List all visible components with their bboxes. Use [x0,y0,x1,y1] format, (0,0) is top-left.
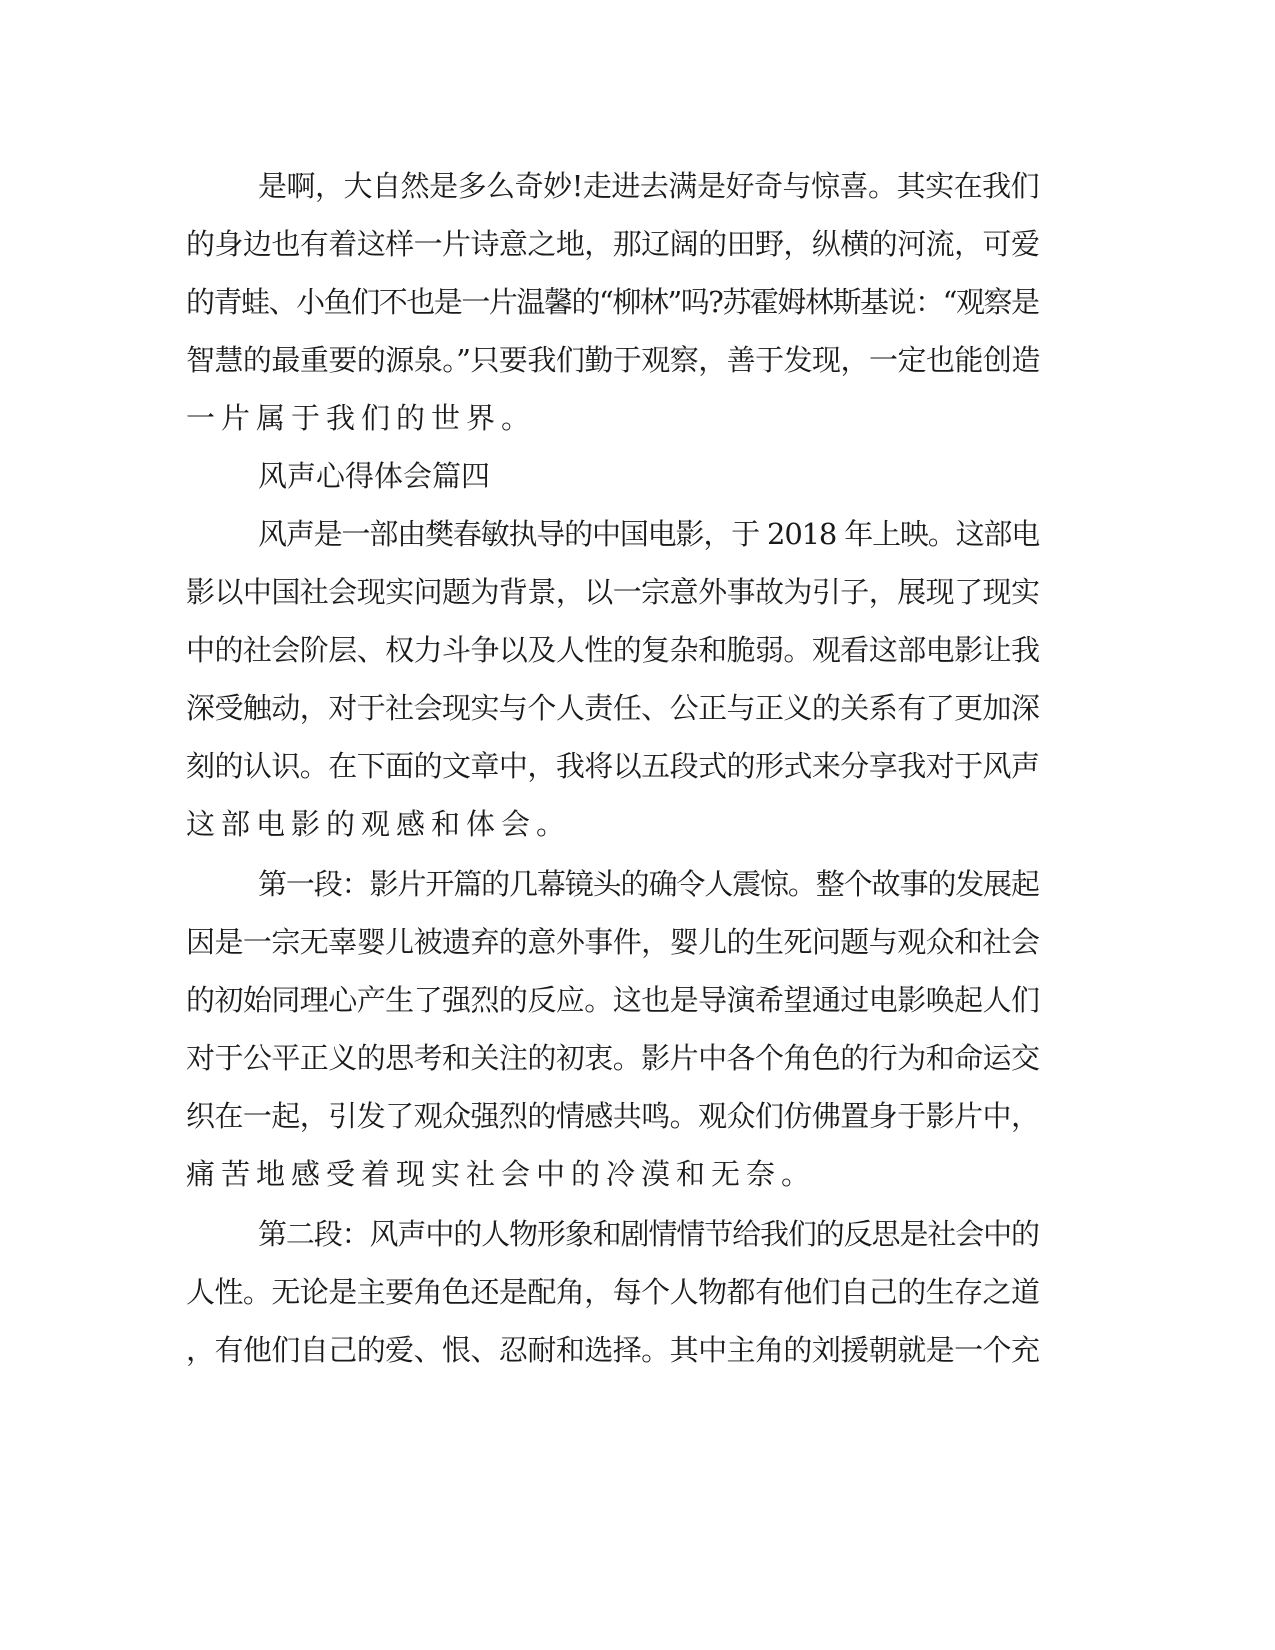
text-line: 织在一起，引发了观众强烈的情感共鸣。观众们仿佛置身于影片中， [186,1099,1040,1133]
text-line: 对于公平正义的思考和关注的初衷。影片中各个角色的行为和命运交 [186,1041,1040,1075]
text-line: 因是一宗无辜婴儿被遗弃的意外事件，婴儿的生死问题与观众和社会 [186,925,1040,959]
text-line: ，有他们自己的爱、恨、忍耐和选择。其中主角的刘援朝就是一个充 [186,1333,1040,1367]
text-line: 中的社会阶层、权力斗争以及人性的复杂和脆弱。观看这部电影让我 [186,633,1040,667]
text-line: 的青蛙、小鱼们不也是一片温馨的“柳林”吗?苏霍姆林斯基说：“观察是 [186,285,1039,319]
text-line: 影以中国社会现实问题为背景，以一宗意外事故为引子，展现了现实 [186,575,1040,609]
text-line: 智慧的最重要的源泉。”只要我们勤于观察，善于发现，一定也能创造 [186,343,1040,377]
text-line: 风声是一部由樊春敏执导的中国电影，于 2018 年上映。这部电 [258,517,1040,551]
text-line: 人性。无论是主要角色还是配角，每个人物都有他们自己的生存之道 [186,1275,1040,1309]
section-heading: 风声心得体会篇四 [258,459,491,493]
text-line: 的身边也有着这样一片诗意之地，那辽阔的田野，纵横的河流，可爱 [186,227,1040,261]
text-line: 的初始同理心产生了强烈的反应。这也是导演希望通过电影唤起人们 [186,983,1040,1017]
text-line: 刻的认识。在下面的文章中，我将以五段式的形式来分享我对于风声 [186,749,1040,783]
text-line: 第一段：影片开篇的几幕镜头的确令人震惊。整个故事的发展起 [258,867,1039,901]
text-line: 深受触动，对于社会现实与个人责任、公正与正义的关系有了更加深 [186,691,1040,725]
text-line: 痛苦地感受着现实社会中的冷漠和无奈。 [186,1157,817,1191]
text-line: 第二段：风声中的人物形象和剧情情节给我们的反思是社会中的 [258,1217,1039,1251]
text-line: 这部电影的观感和体会。 [186,807,572,841]
text-line: 一片属于我们的世界。 [186,401,537,435]
text-line: 是啊，大自然是多么奇妙!走进去满是好奇与惊喜。其实在我们 [258,169,1040,203]
